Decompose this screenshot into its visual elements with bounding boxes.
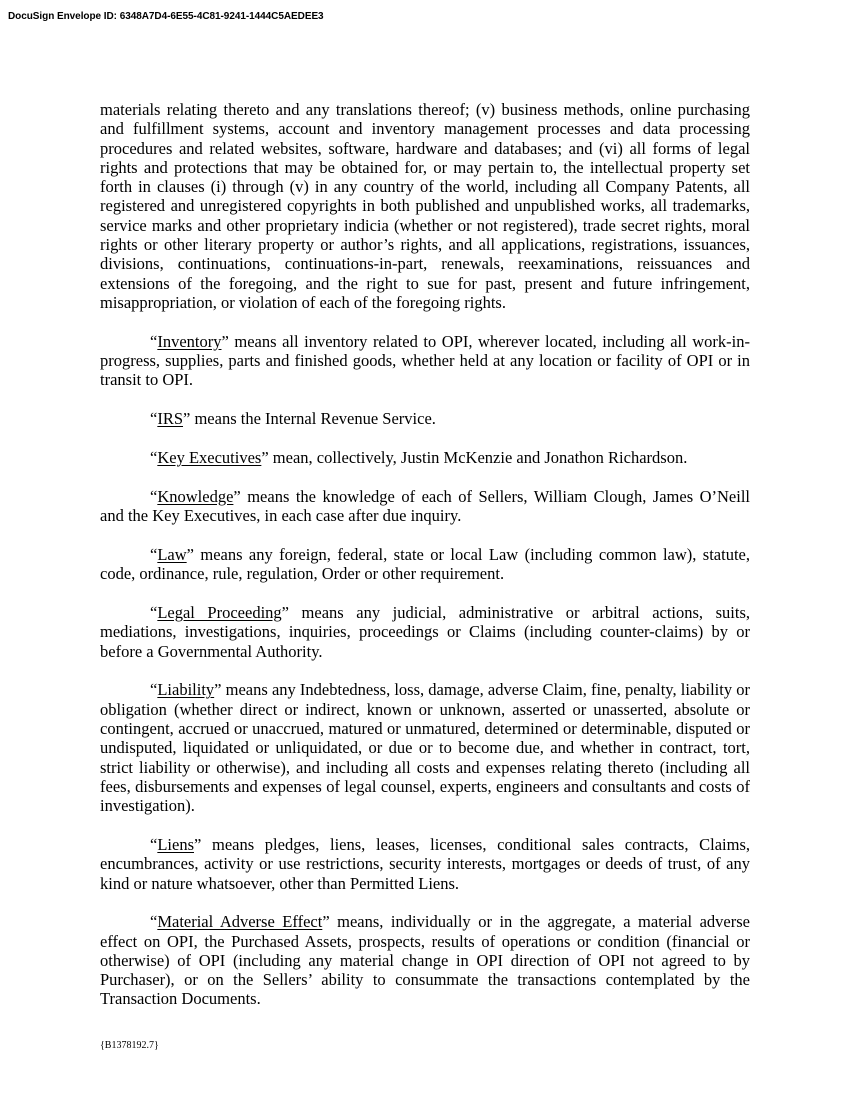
definition-liability: “Liability” means any Indebtedness, loss, damage, adverse Claim, fine, penalty, liability or obligation (whether direct or indirect, known or unknown, asserted or unasserted, absolute or contingent, accrued or unaccrued, matured or unmatured, determined or determinable, disputed or undisputed, liquidated or unliquidated, or due or to become due, and whether in contract, tort, strict liability or otherwise), and including all costs and expenses relating thereto (including all fees, disbursements and expenses of legal counsel, experts, engineers and consultants and costs of investigation). <box>100 680 750 816</box>
defined-term: IRS <box>157 409 184 429</box>
definition-text: means all inventory related to OPI, wherever located, including all work-in-progress, supplies, parts and finished goods, whether held at any location or facility of OPI or in transit to OPI. <box>100 331 750 390</box>
document-reference-number: {B1378192.7} <box>100 1040 159 1051</box>
definition-text: means the Internal Revenue Service. <box>190 409 436 429</box>
defined-term: Key Executives <box>157 447 262 467</box>
defined-term: Legal Proceeding <box>157 602 282 622</box>
definition-key-executives: “Key Executives” mean, collectively, Justin McKenzie and Jonathon Richardson. <box>150 447 688 467</box>
definition-text: means any foreign, federal, state or local Law (including common law), statute, code, ordinance, rule, regulation, Order or other requirement. <box>100 544 750 584</box>
definition-text: means any Indebtedness, loss, damage, adverse Claim, fine, penalty, liability or obligation (whether direct or indirect, known or unknown, asserted or unasserted, absolute or contingent, accrued or unaccrued, matured or unmatured, determined or determinable, disputed or undisputed, liquidated or unliquidated, or due or to become due, and whether in contract, tort, strict liability or otherwise), and including all costs and expenses relating thereto (including all fees, disbursements and expenses of legal counsel, experts, engineers and consultants and costs of investigation). <box>100 680 750 816</box>
defined-term: Knowledge <box>157 486 234 506</box>
definition-text: means, individually or in the aggregate, a material adverse effect on OPI, the Purchased Assets, prospects, results of operations or condition (financial or otherwise) of OPI (including any material change in OPI direction of OPI not agreed to by Purchaser), or on the Sellers’ ability to consummate the transactions contemplated by the Transaction Documents. <box>100 912 750 1009</box>
definition-text: means pledges, liens, leases, licenses, conditional sales contracts, Claims, encumbrances, activity or use restrictions, security interests, mortgages or deeds of trust, of any kind or nature whatsoever, other than Permitted Liens. <box>100 834 750 893</box>
definition-text: means any judicial, administrative or arbitral actions, suits, mediations, investigations, inquiries, proceedings or Claims (including counter-claims) by or before a Governmental Authority. <box>100 602 750 661</box>
definition-inventory: “Inventory” means all inventory related to OPI, wherever located, including all work-in-progress, supplies, parts and finished goods, whether held at any location or facility of OPI or in transit to OPI. <box>100 331 750 390</box>
ip-definition-continuation: materials relating thereto and any translations thereof; (v) business methods, online purchasing and fulfillment systems, account and inventory management processes and data processing procedures and related websites, software, hardware and databases; and (vi) all forms of legal rights and protections that may be obtained for, or may pertain to, the intellectual property set forth in clauses (i) through (v) in any country of the world, including all Company Patents, all registered and unregistered copyrights in both published and unpublished works, all trademarks, service marks and other proprietary indicia (whether or not registered), trade secret rights, moral rights or other literary property or author’s rights, and all applications, registrations, issuances, divisions, continuations, continuations-in-part, renewals, reexaminations, reissuances and extensions of the foregoing, and the right to sue for past, present and future infringement, misappropriation, or violation of each of the foregoing rights. <box>100 100 750 312</box>
definition-material-adverse-effect: “Material Adverse Effect” means, individually or in the aggregate, a material adverse effect on OPI, the Purchased Assets, prospects, results of operations or condition (financial or otherwise) of OPI (including any material change in OPI direction of OPI not agreed to by Purchaser), or on the Sellers’ ability to consummate the transactions contemplated by the Transaction Documents. <box>100 912 750 1009</box>
document-body <box>100 100 750 1028</box>
definition-text: mean, collectively, Justin McKenzie and Jonathon Richardson. <box>268 447 688 467</box>
definition-liens: “Liens” means pledges, liens, leases, licenses, conditional sales contracts, Claims, encumbrances, activity or use restrictions, security interests, mortgages or deeds of trust, of any kind or nature whatsoever, other than Permitted Liens. <box>100 834 750 893</box>
definition-irs: “IRS” means the Internal Revenue Service. <box>150 409 436 429</box>
defined-term: Inventory <box>157 331 222 351</box>
definition-knowledge: “Knowledge” means the knowledge of each of Sellers, William Clough, James O’Neill and the Key Executives, in each case after due inquiry. <box>100 486 750 526</box>
defined-term: Liens <box>157 834 194 854</box>
docusign-envelope-id: DocuSign Envelope ID: 6348A7D4-6E55-4C81-9241-1444C5AEDEE3 <box>8 11 324 22</box>
definition-text: means the knowledge of each of Sellers, William Clough, James O’Neill and the Key Executives, in each case after due inquiry. <box>100 486 750 526</box>
definition-legal-proceeding: “Legal Proceeding” means any judicial, administrative or arbitral actions, suits, mediations, investigations, inquiries, proceedings or Claims (including counter-claims) by or before a Governmental Authority. <box>100 602 750 661</box>
defined-term: Law <box>157 544 187 564</box>
defined-term: Material Adverse Effect <box>157 912 323 932</box>
definition-law: “Law” means any foreign, federal, state or local Law (including common law), statute, code, ordinance, rule, regulation, Order or other requirement. <box>100 544 750 584</box>
defined-term: Liability <box>157 680 215 700</box>
